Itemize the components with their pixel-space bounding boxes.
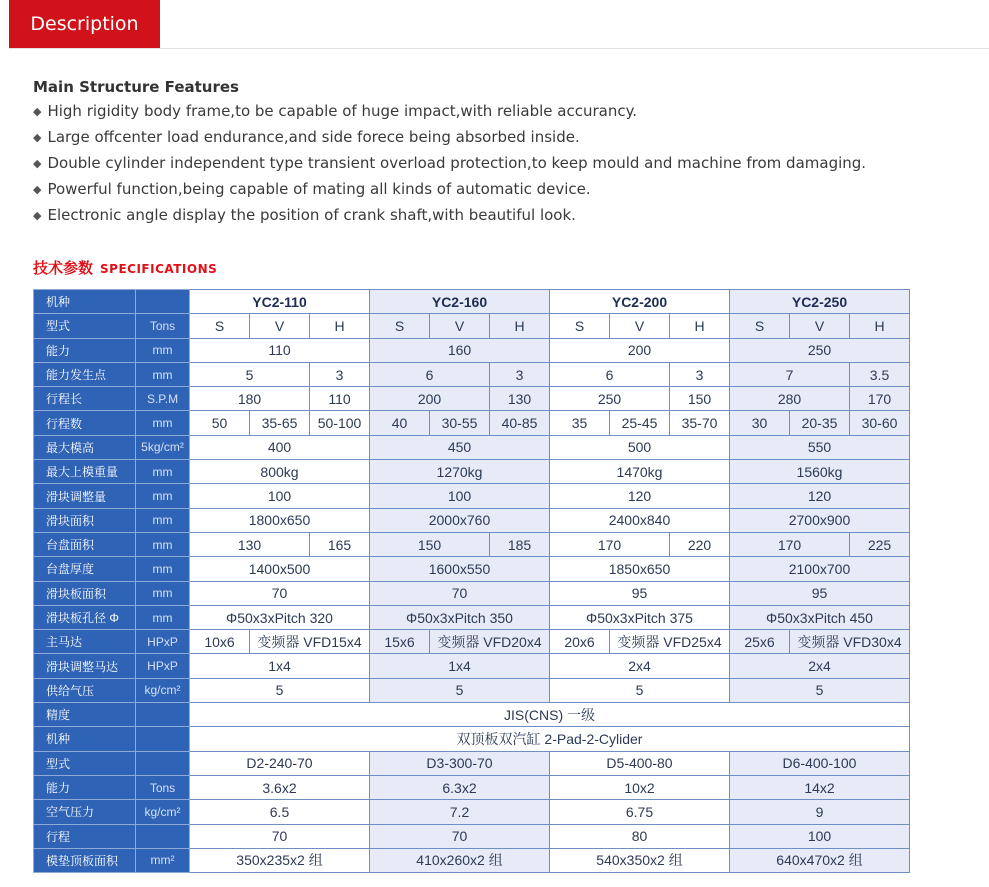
specifications-table: [33, 289, 910, 873]
spec-row-label: 能力: [34, 775, 136, 799]
spec-value-cell: 50-100: [310, 411, 370, 435]
spec-value-cell: 25x6: [730, 630, 790, 654]
spec-value-cell: 350x235x2 组: [190, 848, 370, 872]
spec-value-cell: 25-45: [610, 411, 670, 435]
spec-value-cell: 225: [850, 532, 910, 556]
spec-value-cell: S: [730, 314, 790, 338]
spec-row-unit: mm: [136, 338, 190, 362]
spec-row-label: 最大模高: [34, 435, 136, 459]
spec-value-cell: 30: [730, 411, 790, 435]
spec-row-unit: mm: [136, 532, 190, 556]
feature-text: Double cylinder independent type transient overload protection,to keep mould and machine from damaging.: [47, 154, 867, 172]
spec-row: [34, 751, 910, 775]
spec-value-cell: 20x6: [550, 630, 610, 654]
spec-value-cell: 185: [490, 532, 550, 556]
spec-value-cell: 2400x840: [550, 508, 730, 532]
spec-value-cell: D3-300-70: [370, 751, 550, 775]
spec-value-cell: 170: [850, 387, 910, 411]
spec-value-cell: 100: [190, 484, 370, 508]
model-header-cell: YC2-110: [190, 290, 370, 314]
specifications-table-body: [34, 290, 910, 873]
spec-row: [34, 314, 910, 338]
spec-value-cell: Φ50x3xPitch 450: [730, 605, 910, 629]
spec-value-cell: 160: [370, 338, 550, 362]
model-header-cell: YC2-200: [550, 290, 730, 314]
spec-row-label: 行程数: [34, 411, 136, 435]
spec-value-cell: 10x2: [550, 775, 730, 799]
spec-value-cell: 40: [370, 411, 430, 435]
spec-value-cell: 170: [730, 532, 850, 556]
spec-row-label: 滑块板面积: [34, 581, 136, 605]
spec-row: [34, 557, 910, 581]
spec-row-unit: kg/cm²: [136, 678, 190, 702]
spec-value-cell: 变频器 VFD15x4: [250, 630, 370, 654]
feature-item: [33, 98, 866, 124]
spec-row: [34, 435, 910, 459]
spec-value-cell: S: [190, 314, 250, 338]
spec-value-cell: 3: [310, 362, 370, 386]
spec-value-cell: 120: [550, 484, 730, 508]
spec-value-cell: Φ50x3xPitch 350: [370, 605, 550, 629]
spec-row-label: 滑块板孔径 Φ: [34, 605, 136, 629]
spec-value-cell: 1x4: [190, 654, 370, 678]
feature-item: [33, 202, 866, 228]
spec-row: [34, 727, 910, 751]
spec-value-cell: V: [790, 314, 850, 338]
specifications-heading-en: SPECIFICATIONS: [100, 262, 218, 276]
spec-value-cell: 550: [730, 435, 910, 459]
spec-value-cell: 1850x650: [550, 557, 730, 581]
spec-value-cell: 3: [490, 362, 550, 386]
spec-value-cell: S: [550, 314, 610, 338]
spec-value-cell: 7.2: [370, 800, 550, 824]
spec-value-cell: 2x4: [550, 654, 730, 678]
spec-value-cell: 70: [190, 581, 370, 605]
spec-row: [34, 484, 910, 508]
spec-value-cell: 400: [190, 435, 370, 459]
spec-value-cell: H: [310, 314, 370, 338]
spec-row: [34, 460, 910, 484]
spec-row-label: 行程: [34, 824, 136, 848]
spec-value-cell: H: [490, 314, 550, 338]
spec-value-cell: 450: [370, 435, 550, 459]
diamond-bullet-icon: ◆: [33, 183, 42, 196]
feature-text: Large offcenter load endurance,and side forece being absorbed inside.: [47, 128, 580, 146]
spec-value-cell: 70: [370, 824, 550, 848]
spec-value-cell: 20-35: [790, 411, 850, 435]
spec-value-cell: 2700x900: [730, 508, 910, 532]
spec-value-cell: 95: [730, 581, 910, 605]
spec-row-unit: [136, 703, 190, 727]
spec-value-cell: 5: [190, 678, 370, 702]
diamond-bullet-icon: ◆: [33, 131, 42, 144]
spec-row-unit: S.P.M: [136, 387, 190, 411]
spec-value-cell: 2x4: [730, 654, 910, 678]
feature-item: [33, 150, 866, 176]
spec-row: [34, 678, 910, 702]
spec-row-unit: Tons: [136, 775, 190, 799]
spec-value-cell: 变频器 VFD25x4: [610, 630, 730, 654]
spec-value-cell: 2100x700: [730, 557, 910, 581]
features-list: [33, 98, 866, 228]
features-section: [33, 76, 866, 228]
spec-value-cell: 130: [190, 532, 310, 556]
spec-value-cell: 35: [550, 411, 610, 435]
spec-value-cell: 10x6: [190, 630, 250, 654]
spec-value-cell: V: [610, 314, 670, 338]
spec-row-unit: HPxP: [136, 654, 190, 678]
spec-row: [34, 654, 910, 678]
spec-value-cell: 3.5: [850, 362, 910, 386]
spec-value-cell: Φ50x3xPitch 375: [550, 605, 730, 629]
diamond-bullet-icon: ◆: [33, 105, 42, 118]
spec-value-cell: 5: [550, 678, 730, 702]
spec-value-cell: 2000x760: [370, 508, 550, 532]
spec-row-label: 滑块面积: [34, 508, 136, 532]
spec-row-unit: mm: [136, 411, 190, 435]
spec-row-unit: [136, 751, 190, 775]
spec-row-label: 供给气压: [34, 678, 136, 702]
spec-value-cell: 1470kg: [550, 460, 730, 484]
spec-value-cell: 165: [310, 532, 370, 556]
spec-row-unit: mm: [136, 508, 190, 532]
spec-row-label: 模垫顶板面积: [34, 848, 136, 872]
spec-value-cell: 95: [550, 581, 730, 605]
spec-row-unit: mm: [136, 605, 190, 629]
spec-value-cell: H: [850, 314, 910, 338]
spec-row-label: 滑块调整马达: [34, 654, 136, 678]
spec-value-cell: 5: [730, 678, 910, 702]
spec-value-cell: 220: [670, 532, 730, 556]
features-title: Main Structure Features: [33, 78, 239, 96]
feature-text: High rigidity body frame,to be capable of huge impact,with reliable accurancy.: [47, 102, 638, 120]
spec-value-cell: Φ50x3xPitch 320: [190, 605, 370, 629]
spec-row: [34, 703, 910, 727]
spec-row-unit: 5kg/cm²: [136, 435, 190, 459]
spec-value-cell: 变频器 VFD30x4: [790, 630, 910, 654]
spec-row-label: 滑块调整量: [34, 484, 136, 508]
spec-value-cell: 50: [190, 411, 250, 435]
spec-row: [34, 387, 910, 411]
spec-row-unit: Tons: [136, 314, 190, 338]
spec-value-cell: 30-55: [430, 411, 490, 435]
spec-value-cell: 280: [730, 387, 850, 411]
spec-row: [34, 411, 910, 435]
spec-value-cell: 40-85: [490, 411, 550, 435]
spec-value-cell: S: [370, 314, 430, 338]
spec-row-label: 机种: [34, 727, 136, 751]
spec-row: [34, 290, 910, 314]
spec-value-cell: 100: [370, 484, 550, 508]
spec-value-cell: 1270kg: [370, 460, 550, 484]
feature-text: Electronic angle display the position of crank shaft,with beautiful look.: [47, 206, 576, 224]
spec-value-cell: 250: [550, 387, 670, 411]
spec-value-cell: 35-65: [250, 411, 310, 435]
spec-value-cell: 35-70: [670, 411, 730, 435]
spec-value-cell: 9: [730, 800, 910, 824]
spec-row: [34, 605, 910, 629]
tab-description[interactable]: Description: [9, 0, 160, 48]
spec-value-cell: 6.3x2: [370, 775, 550, 799]
spec-row-label: 台盘面积: [34, 532, 136, 556]
spec-row-label: 台盘厚度: [34, 557, 136, 581]
specifications-heading-cn: 技术参数: [33, 259, 94, 277]
spec-value-cell: 6: [370, 362, 490, 386]
tab-bar: [9, 0, 989, 49]
spec-row-label: 能力: [34, 338, 136, 362]
spec-row: [34, 338, 910, 362]
spec-value-cell: V: [430, 314, 490, 338]
spec-row-label: 型式: [34, 751, 136, 775]
spec-value-cell: D6-400-100: [730, 751, 910, 775]
spec-row-unit: mm: [136, 557, 190, 581]
spec-value-cell: 170: [550, 532, 670, 556]
spec-value-cell: 180: [190, 387, 310, 411]
spec-value-cell: JIS(CNS) 一级: [190, 703, 910, 727]
spec-value-cell: 110: [190, 338, 370, 362]
spec-value-cell: 250: [730, 338, 910, 362]
spec-value-cell: 6.5: [190, 800, 370, 824]
spec-value-cell: 14x2: [730, 775, 910, 799]
spec-value-cell: 70: [190, 824, 370, 848]
spec-row: [34, 630, 910, 654]
spec-row-label: 能力发生点: [34, 362, 136, 386]
spec-value-cell: 6.75: [550, 800, 730, 824]
diamond-bullet-icon: ◆: [33, 157, 42, 170]
spec-value-cell: H: [670, 314, 730, 338]
spec-row-unit: mm: [136, 581, 190, 605]
spec-value-cell: 800kg: [190, 460, 370, 484]
spec-value-cell: 120: [730, 484, 910, 508]
specifications-heading: [33, 258, 217, 278]
feature-text: Powerful function,being capable of mating all kinds of automatic device.: [47, 180, 591, 198]
feature-item: [33, 124, 866, 150]
spec-row-unit: mm: [136, 362, 190, 386]
spec-value-cell: 500: [550, 435, 730, 459]
spec-value-cell: 双顶板双汽缸 2-Pad-2-Cylider: [190, 727, 910, 751]
spec-row-unit: [136, 824, 190, 848]
spec-value-cell: 1600x550: [370, 557, 550, 581]
spec-row-unit: HPxP: [136, 630, 190, 654]
spec-row-unit: mm: [136, 460, 190, 484]
diamond-bullet-icon: ◆: [33, 209, 42, 222]
spec-value-cell: V: [250, 314, 310, 338]
feature-item: [33, 176, 866, 202]
spec-value-cell: 6: [550, 362, 670, 386]
spec-row-label: 机种: [34, 290, 136, 314]
spec-row: [34, 848, 910, 872]
spec-value-cell: D2-240-70: [190, 751, 370, 775]
spec-value-cell: 1560kg: [730, 460, 910, 484]
spec-row-unit: [136, 290, 190, 314]
spec-row: [34, 532, 910, 556]
spec-row-unit: mm: [136, 484, 190, 508]
spec-row: [34, 800, 910, 824]
spec-row-label: 行程长: [34, 387, 136, 411]
spec-value-cell: 540x350x2 组: [550, 848, 730, 872]
spec-row-label: 最大上模重量: [34, 460, 136, 484]
spec-row-label: 空气压力: [34, 800, 136, 824]
spec-row: [34, 775, 910, 799]
spec-value-cell: 变频器 VFD20x4: [430, 630, 550, 654]
spec-value-cell: 1x4: [370, 654, 550, 678]
spec-value-cell: 200: [370, 387, 490, 411]
spec-value-cell: 410x260x2 组: [370, 848, 550, 872]
spec-value-cell: 5: [370, 678, 550, 702]
spec-value-cell: 100: [730, 824, 910, 848]
spec-row: [34, 362, 910, 386]
spec-value-cell: 3: [670, 362, 730, 386]
spec-row: [34, 824, 910, 848]
spec-value-cell: 3.6x2: [190, 775, 370, 799]
spec-row-unit: kg/cm²: [136, 800, 190, 824]
spec-value-cell: 150: [370, 532, 490, 556]
spec-value-cell: D5-400-80: [550, 751, 730, 775]
spec-value-cell: 110: [310, 387, 370, 411]
spec-row-unit: mm²: [136, 848, 190, 872]
spec-row-label: 精度: [34, 703, 136, 727]
spec-row-label: 主马达: [34, 630, 136, 654]
spec-value-cell: 5: [190, 362, 310, 386]
spec-value-cell: 200: [550, 338, 730, 362]
spec-row: [34, 508, 910, 532]
model-header-cell: YC2-160: [370, 290, 550, 314]
spec-row-label: 型式: [34, 314, 136, 338]
spec-value-cell: 1800x650: [190, 508, 370, 532]
spec-value-cell: 70: [370, 581, 550, 605]
model-header-cell: YC2-250: [730, 290, 910, 314]
spec-value-cell: 80: [550, 824, 730, 848]
spec-row-unit: [136, 727, 190, 751]
spec-value-cell: 640x470x2 组: [730, 848, 910, 872]
spec-value-cell: 130: [490, 387, 550, 411]
spec-value-cell: 30-60: [850, 411, 910, 435]
spec-row: [34, 581, 910, 605]
spec-value-cell: 7: [730, 362, 850, 386]
spec-value-cell: 1400x500: [190, 557, 370, 581]
spec-value-cell: 15x6: [370, 630, 430, 654]
spec-value-cell: 150: [670, 387, 730, 411]
